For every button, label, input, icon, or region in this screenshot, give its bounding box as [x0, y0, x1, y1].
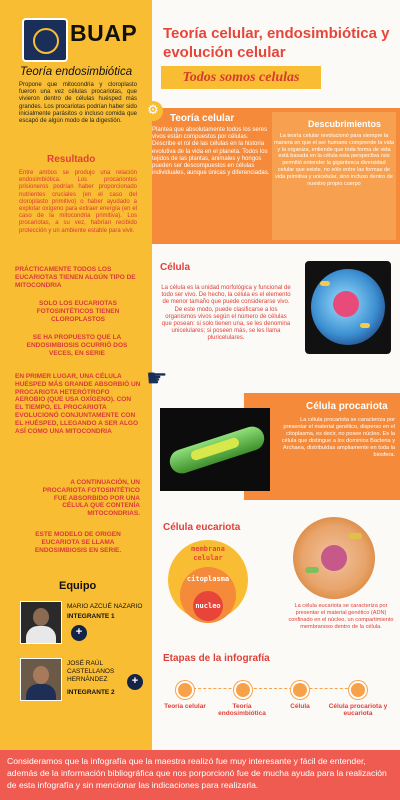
stage-1-marker[interactable]	[176, 681, 194, 699]
cell-title: Célula	[160, 262, 191, 273]
stage-2-marker[interactable]	[234, 681, 252, 699]
member-1-name: MARIO AZCUÉ NAZARIO	[67, 603, 143, 610]
footer-text: Consideramos que la infografía que la maestra realizó fue muy interesante y fácil de entender, además de la información bibliográfica que nos porporcionó fue de mucha ayuda para la realización de esta infografía y sin mencionar las indicaciones para realizarla.	[7, 756, 387, 790]
member-1-photo	[20, 601, 62, 644]
stage-2-label: Teoría endosimbiótica	[218, 703, 266, 717]
stage-4-label: Célula procariota y eucariota	[328, 703, 388, 717]
stages-line	[183, 688, 358, 690]
pointer-hand-icon: ☛	[146, 364, 168, 392]
membrane-label: membrana celular	[191, 545, 225, 562]
cell-text: La célula es la unidad morfológica y funcional de todo ser vivo. De hecho, la célula es el elemento de menor tamaño que puede considerarse vivo. De este modo, puede clasificarse a los organismos vivos según el número de células que posean: si solo tienen una, se les denomina unicelulares; si poseen más, se les llama pluricelulares.	[161, 285, 291, 342]
stage-4-marker[interactable]	[349, 681, 367, 699]
bacteria-image	[160, 408, 270, 491]
brand-name: BUAP	[70, 20, 138, 46]
cytoplasm-label: citoplasma	[186, 575, 230, 583]
member-2-plus-button[interactable]: +	[127, 674, 143, 690]
stages-title: Etapas de la infografía	[163, 653, 270, 664]
discoveries-title: Descubrimientos	[308, 119, 382, 129]
highlight-5: A CONTINUACIÓN, UN PROCARIOTA FOTOSINTÉTICO FUE ABSORBIDO POR UNA CÉLULA QUE CONTENÍA MITOCONDRIAS.	[42, 479, 140, 518]
member-2-role: INTEGRANTE 2	[67, 689, 115, 696]
highlight-3: SE HA PROPUESTO QUE LA ENDOSIMBIOSIS OCURRIÓ DOS VECES, EN SERIE	[26, 334, 128, 357]
buap-logo	[22, 18, 68, 62]
animal-cell-image	[305, 261, 391, 354]
cell-theory-title: Teoría celular	[170, 113, 235, 124]
highlight-6: ESTE MODELO DE ORIGEN EUCARIOTA SE LLAMA ENDOSIMBIOSIS EN SERIE.	[34, 531, 122, 554]
stage-3-label: Célula	[290, 703, 310, 710]
stage-3-marker[interactable]	[291, 681, 309, 699]
page-title: Teoría celular, endosimbiótica y evolución celular	[163, 25, 390, 61]
gear-icon: ⚙	[143, 101, 163, 121]
highlight-2: SOLO LOS EUCARIOTAS FOTOSINTÉTICOS TIENEN CLOROPLASTOS	[36, 300, 120, 323]
eukaryote-text: La célula eucariota se caracteriza por presentar el material genético (ADN) confinado en el núcleo, un compartimiento membranoso dentro de la célula.	[288, 603, 394, 630]
member-2-photo	[20, 658, 62, 701]
endosymbiotic-text: Propone que mitocondria y cloroplasto fueron una vez células procariotas, que vivieron dentro de células huésped más grandes. Los procariotas podrían haber sido inicialmente parásitos o incluso comida que escapó de algún modo de la digestión.	[19, 82, 137, 125]
team-title: Equipo	[59, 580, 97, 592]
cell-theory-text: Plantea que absolutamente todos los seres vivos están compuestos por células. Describe el rol de las células en la historia evolutiva de la vida en el planeta. Todos los tejidos de las plantas, animales y hongos pueden ser descompuestos en células individuales, aunque únicas y diferenciadas.	[152, 127, 270, 177]
eukaryote-title: Célula eucariota	[163, 522, 241, 533]
member-1-role: INTEGRANTE 1	[67, 613, 115, 620]
discoveries-text: La teoría celular revolucionó para siempre la manera en que el ser humano comprende la vida y la organiza, entiende que toda forma de vida está basada en la célula esta perspectiva nos permitió entender la gigantesca diversidad celular que existe, no sólo entre las formas de vida primitiva y unicelular, sino incluso dentro de nuestro propio cuerpo	[274, 133, 394, 187]
slogan: Todos somos celulas	[161, 66, 321, 89]
prokaryote-text: La célula procariota se caracteriza por presentar el material genético, disperso en el citoplasma, es decir, no posee núcleo. Es la célula que distingue a los dominios Bacteria y Archaea, distribuidas ampliamente en toda la biosfera.	[281, 417, 395, 458]
member-1-plus-button[interactable]: +	[71, 625, 87, 641]
highlight-4: EN PRIMER LUGAR, UNA CÉLULA HUÉSPED MÁS GRANDE ABSORBIÓ UN PROCARIOTA HETERÓTROFO AEROBIO (QUE USA OXÍGENO). CON EL TIEMPO, EL PROCARIOTA EVOLUCIONÓ CONJUNTAMENTE CON EL HUÉSPED, LLEGANDO A SER ALGO ASÍ COMO UNA MITOCONDRIA	[15, 373, 141, 435]
result-text: Entre ambos se produjo una relación endosimbiótica. Los procariontes prisioneros podrían haber proporcionado nutrientes cruciales (en el caso del cloroplasto primitivo) o haber ayudado a explotar oxígeno para extraer energía (en el caso de la mitocondria primitiva). Los procariotas, a su vez, habrían recibido protección y un ambiente estable para vivir.	[19, 170, 137, 234]
endosymbiotic-title: Teoría endosimbiótica	[20, 66, 133, 78]
member-2-name: JOSÉ RAÚL CASTELLANOS HERNÁNDEZ	[67, 660, 115, 683]
nucleus-label: nucleo	[195, 602, 221, 610]
stage-1-label: Teoría celular	[164, 703, 206, 710]
highlight-1: PRÁCTICAMENTE TODOS LOS EUCARIOTAS TIENEN ALGÚN TIPO DE MITOCONDRIA	[15, 266, 136, 289]
result-title: Resultado	[47, 154, 96, 165]
eukaryotic-cell-image	[293, 517, 375, 599]
prokaryote-title: Célula procariota	[306, 401, 388, 412]
